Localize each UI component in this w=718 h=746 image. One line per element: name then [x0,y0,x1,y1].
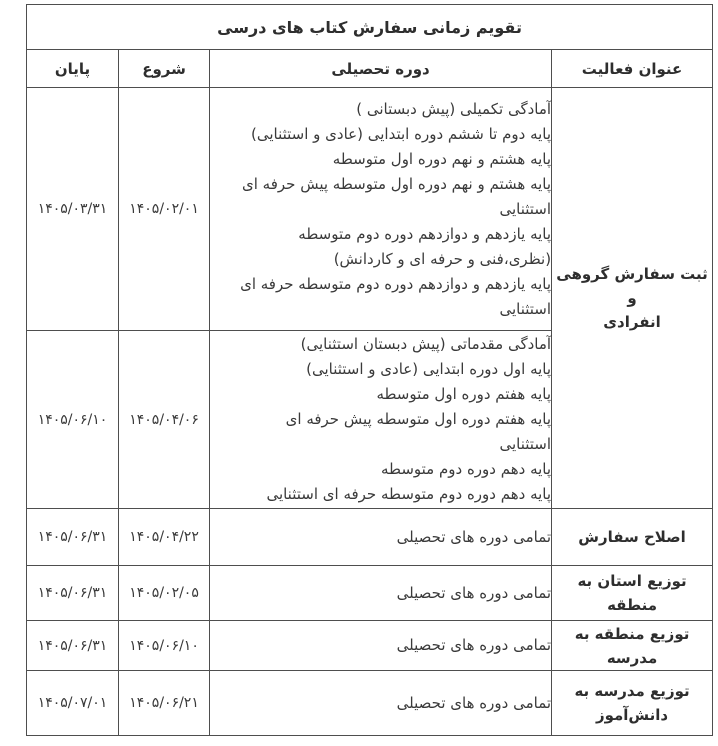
column-header-period: دوره تحصیلی [210,50,552,88]
period-cell: تمامی دوره های تحصیلی [210,671,552,736]
table-container [26,4,713,736]
column-header-start: شروع [119,50,210,88]
activity-cell: اصلاح سفارش [552,509,713,566]
column-header-end: پایان [27,50,119,88]
activity-cell: توزیع مدرسه به دانش‌آموز [552,671,713,736]
table-row [27,566,713,621]
period-cell: آمادگی تکمیلی (پیش دبستانی ) پایه دوم تا ششم دوره ابتدایی (عادی و استثنایی) پایه هشتم و نهم دوره اول متوسطه پایه هشتم و نهم دوره اول متوسطه پیش حرفه ای استثنایی پایه یازدهم و دوازدهم دوره دوم متوسطه (نظری،فنی و حرفه ای و کاردانش) پایه یازدهم و دوازدهم دوره دوم متوسطه حرفه ای استثنایی [210,88,552,331]
textbook-order-calendar-table [26,4,713,736]
end-date-cell: ۱۴۰۵/۰۶/۳۱ [27,621,119,671]
period-cell: آمادگی مقدماتی (پیش دبستان استثنایی) پایه اول دوره ابتدایی (عادی و استثنایی) پایه هفتم دوره اول متوسطه پایه هفتم دوره اول متوسطه پیش حرفه ای استثنایی پایه دهم دوره دوم متوسطه پایه دهم دوره دوم متوسطه حرفه ای استثنایی [210,331,552,509]
start-date-cell: ۱۴۰۵/۰۲/۰۵ [119,566,210,621]
table-row [27,671,713,736]
period-cell: تمامی دوره های تحصیلی [210,621,552,671]
activity-cell: ثبت سفارش گروهی و انفرادی [552,88,713,509]
start-date-cell: ۱۴۰۵/۰۴/۲۲ [119,509,210,566]
header-row [27,50,713,88]
start-date-cell: ۱۴۰۵/۰۶/۱۰ [119,621,210,671]
title-row [27,5,713,50]
table-row [27,509,713,566]
end-date-cell: ۱۴۰۵/۰۶/۱۰ [27,331,119,509]
table-row [27,621,713,671]
period-cell: تمامی دوره های تحصیلی [210,566,552,621]
activity-cell: توزیع استان به منطقه [552,566,713,621]
end-date-cell: ۱۴۰۵/۰۳/۳۱ [27,88,119,331]
start-date-cell: ۱۴۰۵/۰۲/۰۱ [119,88,210,331]
start-date-cell: ۱۴۰۵/۰۶/۲۱ [119,671,210,736]
end-date-cell: ۱۴۰۵/۰۶/۳۱ [27,509,119,566]
start-date-cell: ۱۴۰۵/۰۴/۰۶ [119,331,210,509]
end-date-cell: ۱۴۰۵/۰۶/۳۱ [27,566,119,621]
column-header-activity: عنوان فعالیت [552,50,713,88]
activity-cell: توزیع منطقه به مدرسه [552,621,713,671]
table-row [27,88,713,331]
table-title: تقویم زمانی سفارش کتاب های درسی [27,5,713,50]
end-date-cell: ۱۴۰۵/۰۷/۰۱ [27,671,119,736]
period-cell: تمامی دوره های تحصیلی [210,509,552,566]
